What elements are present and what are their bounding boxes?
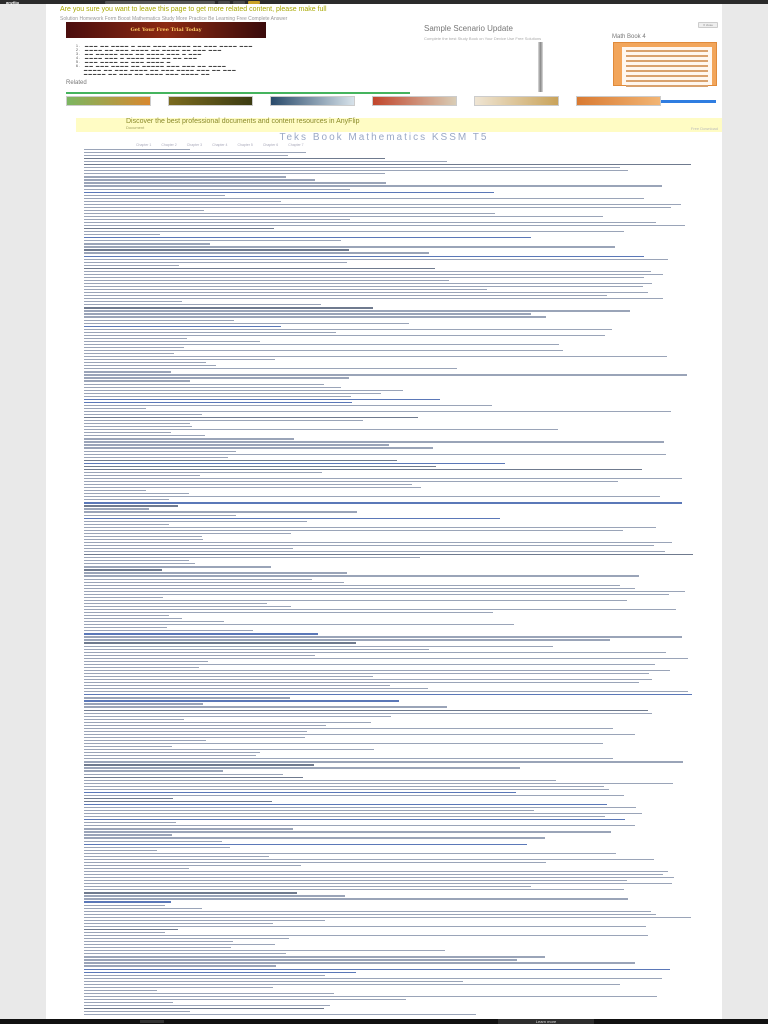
list-item: 3. ▬▬ ▬▬▬▬▬ ▬▬▬ ▬▬ ▬▬▬▬ ▬▬▬ ▬ ▬▬▬ xyxy=(76,52,203,56)
related-thumbnails xyxy=(66,96,661,106)
list-item: 6. ▬▬ ▬▬▬ ▬▬▬▬ ▬▬ ▬▬▬▬▬ ▬▬▬ ▬▬▬ ▬▬ ▬▬▬▬ xyxy=(76,64,227,68)
hero-advertisement[interactable] xyxy=(66,22,266,38)
document-text-line xyxy=(84,1013,694,1016)
list-item: 5. ▬▬▬ ▬▬▬▬ ▬▬ ▬▬▬ ▬▬▬▬ ▬ xyxy=(76,60,172,64)
discover-banner-headline: Discover the best professional documents and content resources in AnyFlip xyxy=(126,118,360,125)
document-page xyxy=(46,4,722,1024)
related-thumbnail[interactable] xyxy=(576,96,661,106)
tab-chapter[interactable]: Chapter 4 xyxy=(212,143,228,147)
aside-thumbnail[interactable] xyxy=(613,42,717,86)
tab-chapter[interactable]: Chapter 1 xyxy=(136,143,152,147)
tab-chapter[interactable]: Chapter 7 xyxy=(288,143,304,147)
close-button[interactable]: X close xyxy=(698,22,718,28)
site-logo[interactable]: anyflip xyxy=(6,0,19,5)
related-underline xyxy=(66,92,410,94)
hero-text-list xyxy=(76,44,516,76)
related-thumbnail[interactable] xyxy=(372,96,457,106)
related-label: Related xyxy=(66,80,87,86)
related-thumbnail[interactable] xyxy=(270,96,355,106)
document-tabs xyxy=(136,143,304,147)
promo-subline: Solution Homework Form Boost Mathematics Study More Practice Be Learning Free Complete Answer xyxy=(60,16,288,22)
tab-chapter[interactable]: Chapter 5 xyxy=(237,143,253,147)
aside-sheet-preview xyxy=(622,47,712,85)
document-title: Teks Book Mathematics KSSM T5 xyxy=(279,132,489,143)
list-item: 2. ▬▬▬▬ ▬▬ ▬▬▬ ▬▬▬▬ ▬▬ ▬▬▬▬ ▬▬ ▬▬▬ ▬▬▬ xyxy=(76,48,223,52)
list-item: 4. ▬▬▬▬ ▬▬▬ ▬ ▬▬▬▬ ▬▬▬ ▬▬ ▬▬ ▬▬▬ xyxy=(76,56,198,60)
discover-banner[interactable] xyxy=(76,118,722,132)
hero-title[interactable]: Sample Scenario Update xyxy=(424,24,513,33)
list-item: ▬▬▬▬ ▬▬ ▬▬▬ ▬▬▬▬ ▬▬ ▬▬▬ ▬▬▬▬ ▬▬▬ ▬▬ ▬▬▬ xyxy=(76,68,237,72)
scroll-divider[interactable] xyxy=(538,42,543,92)
hero-subtitle: Complete the best Study Book on Your Device Use Free Solutions xyxy=(424,36,542,41)
tab-chapter[interactable]: Chapter 6 xyxy=(262,143,279,147)
tab-chapter[interactable]: Chapter 2 xyxy=(161,143,177,147)
bottom-left-button[interactable] xyxy=(140,1020,164,1023)
list-item: ▬▬▬▬▬ ▬▬ ▬▬▬ ▬▬ ▬▬▬▬ ▬▬▬ ▬▬▬▬ ▬▬ xyxy=(76,72,211,76)
learn-more-button[interactable]: Learn more xyxy=(498,1019,594,1024)
download-link[interactable]: Free Download xyxy=(690,126,718,131)
hero-ad-text: Get Your Free Trial Today xyxy=(130,27,202,33)
bottom-bar xyxy=(0,1019,768,1024)
promo-headline[interactable]: Are you sure you want to leave this page to get more related content, please make full xyxy=(60,6,327,13)
related-thumbnail[interactable] xyxy=(66,96,151,106)
document-body-text xyxy=(84,148,694,1018)
tab-chapter[interactable]: Chapter 3 xyxy=(186,143,203,147)
related-thumbnail[interactable] xyxy=(168,96,253,106)
aside-title[interactable]: Math Book 4 xyxy=(612,34,646,40)
discover-banner-subline: Document xyxy=(126,125,145,130)
list-item: 1. ▬▬▬ ▬▬ ▬▬▬▬ ▬ ▬▬▬ ▬▬▬ ▬▬▬▬▬ ▬▬ ▬▬▬ ▬▬▬▬ ▬▬▬ xyxy=(76,44,254,48)
related-thumbnail[interactable] xyxy=(474,96,559,106)
